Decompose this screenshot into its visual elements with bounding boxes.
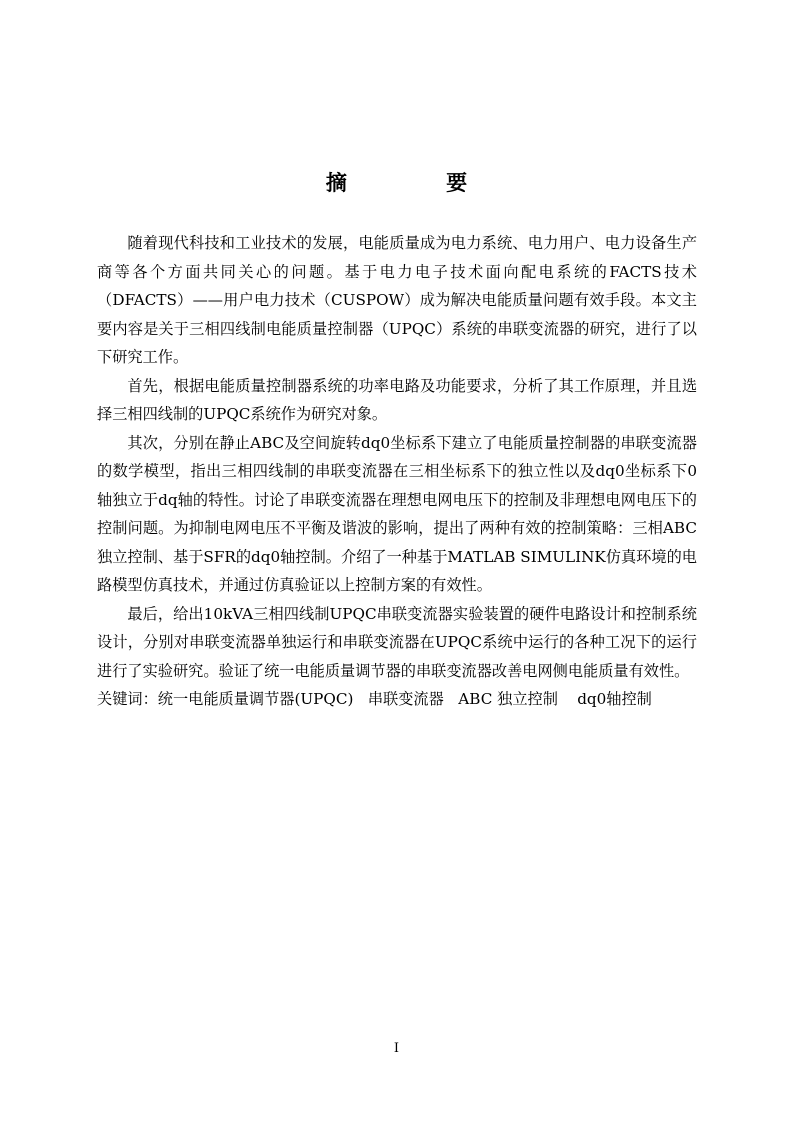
abstract-paragraph-4: 最后，给出10kVA三相四线制UPQC串联变流器实验装置的硬件电路设计和控制系统设计，分别对串联变流器单独运行和串联变流器在UPQC系统中运行的各种工况下的运行进行了实验研究。验证了统一电能质量调节器的串联变流器改善电网侧电能质量有效性。 xyxy=(97,604,697,680)
abstract-body xyxy=(97,229,697,714)
abstract-title: 摘 要 xyxy=(325,171,514,195)
keywords-line: 关键词：统一电能质量调节器(UPQC) 串联变流器 ABC 独立控制 dq0轴控制 xyxy=(97,690,652,708)
abstract-paragraph-2: 首先，根据电能质量控制器系统的功率电路及功能要求，分析了其工作原理，并且选择三相四线制的UPQC系统作为研究对象。 xyxy=(97,376,697,423)
page-number: I xyxy=(393,1041,400,1056)
abstract-paragraph-1: 随着现代科技和工业技术的发展，电能质量成为电力系统、电力用户、电力设备生产商等各个方面共同关心的问题。基于电力电子技术面向配电系统的FACTS技术（DFACTS）——用户电力技术（CUSPOW）成为解决电能质量问题有效手段。本文主要内容是关于三相四线制电能质量控制器（UPQC）系统的串联变流器的研究，进行了以下研究工作。 xyxy=(97,234,697,366)
abstract-paragraph-3: 其次，分别在静止ABC及空间旋转dq0坐标系下建立了电能质量控制器的串联变流器的数学模型，指出三相四线制的串联变流器在三相坐标系下的独立性以及dq0坐标系下0轴独立于dq轴的特性。讨论了串联变流器在理想电网电压下的控制及非理想电网电压下的控制问题。为抑制电网电压不平衡及谐波的影响，提出了两种有效的控制策略：三相ABC独立控制、基于SFR的dq0轴控制。介绍了一种基于MATLAB SIMULINK仿真环境的电路模型仿真技术，并通过仿真验证以上控制方案的有效性。 xyxy=(97,433,697,594)
